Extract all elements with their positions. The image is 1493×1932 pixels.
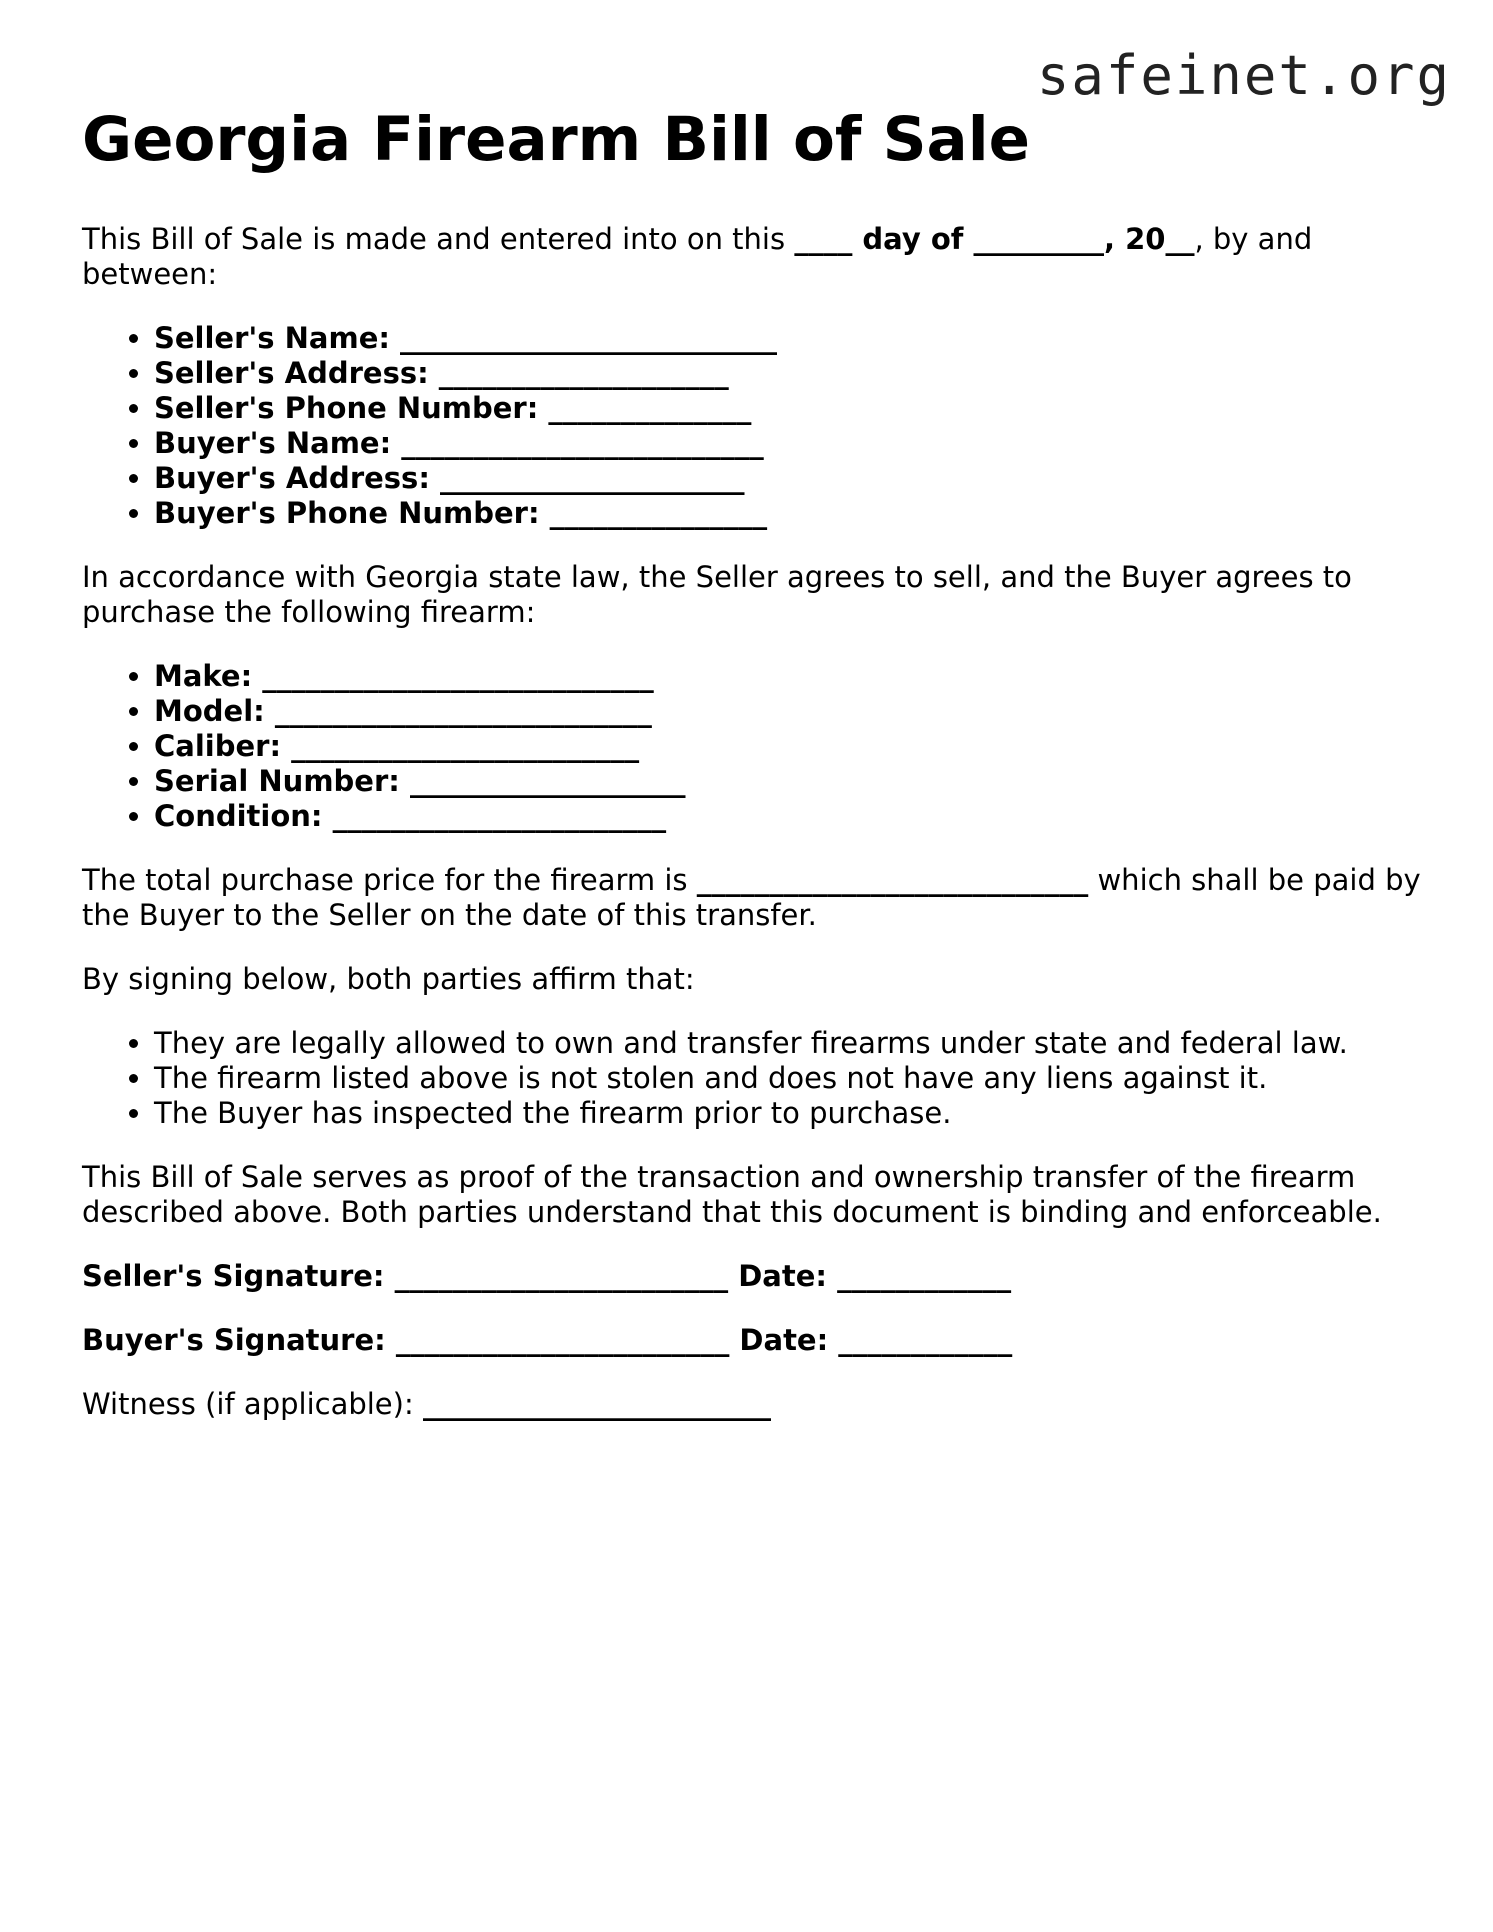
intro-prefix: This Bill of Sale is made and entered into on this (82, 222, 795, 256)
affirmations-list (82, 1026, 1422, 1131)
list-item-caliber: • Caliber: ________________________ (154, 729, 1422, 764)
list-item-serial-number: • Serial Number: ___________________ (154, 764, 1422, 799)
list-item-affirmation: • The firearm listed above is not stolen and does not have any liens against it. (154, 1061, 1422, 1096)
intro-paragraph (82, 222, 1422, 292)
witness-line (82, 1387, 1422, 1422)
list-item-buyers-name: • Buyer's Name: _________________________ (154, 426, 1422, 461)
buyer-signature-text: Buyer's Signature: _______________________ Date: ____________ (82, 1323, 1013, 1357)
intro-suffix: , by and between: (82, 222, 1313, 291)
list-item-sellers-address: • Seller's Address: ____________________ (154, 356, 1422, 391)
document-page (82, 100, 1422, 1451)
list-item-affirmation: • The Buyer has inspected the firearm prior to purchase. (154, 1096, 1422, 1131)
price-prefix: The total purchase price for the firearm is (82, 863, 697, 897)
list-item-condition: • Condition: _______________________ (154, 799, 1422, 834)
seller-signature-line (82, 1259, 1422, 1294)
list-item-affirmation: • They are legally allowed to own and transfer firearms under state and federal law. (154, 1026, 1422, 1061)
agreement-paragraph: In accordance with Georgia state law, the Seller agrees to sell, and the Buyer agrees to purchase the following firearm: (82, 560, 1352, 629)
list-item-buyers-address: • Buyer's Address: _____________________ (154, 461, 1422, 496)
page-title: Georgia Firearm Bill of Sale (82, 104, 1031, 175)
parties-list (82, 321, 1422, 531)
buyer-signature-line (82, 1323, 1422, 1358)
watermark: safeinet.org (1036, 44, 1451, 107)
witness-blank: ________________________ (422, 1387, 771, 1421)
intro-date-blanks: ____ day of _________, 20__ (794, 222, 1195, 256)
list-item-sellers-phone: • Seller's Phone Number: ______________ (154, 391, 1422, 426)
price-blank: ___________________________ (696, 863, 1089, 897)
price-suffix: which shall be paid by the Buyer to the Seller on the date of this transfer. (82, 863, 1421, 932)
list-item-sellers-name: • Seller's Name: __________________________ (154, 321, 1422, 356)
list-item-buyers-phone: • Buyer's Phone Number: _______________ (154, 496, 1422, 531)
affirm-intro: By signing below, both parties affirm that: (82, 962, 695, 996)
firearm-list (82, 659, 1422, 834)
proof-paragraph: This Bill of Sale serves as proof of the transaction and ownership transfer of the firearm described above. Both parties understand that this document is binding and enforceable. (82, 1160, 1382, 1229)
list-item-make: • Make: ___________________________ (154, 659, 1422, 694)
seller-signature-text: Seller's Signature: _______________________ Date: ____________ (82, 1259, 1012, 1293)
witness-label: Witness (if applicable): (82, 1387, 423, 1421)
price-paragraph (82, 863, 1422, 933)
list-item-model: • Model: __________________________ (154, 694, 1422, 729)
